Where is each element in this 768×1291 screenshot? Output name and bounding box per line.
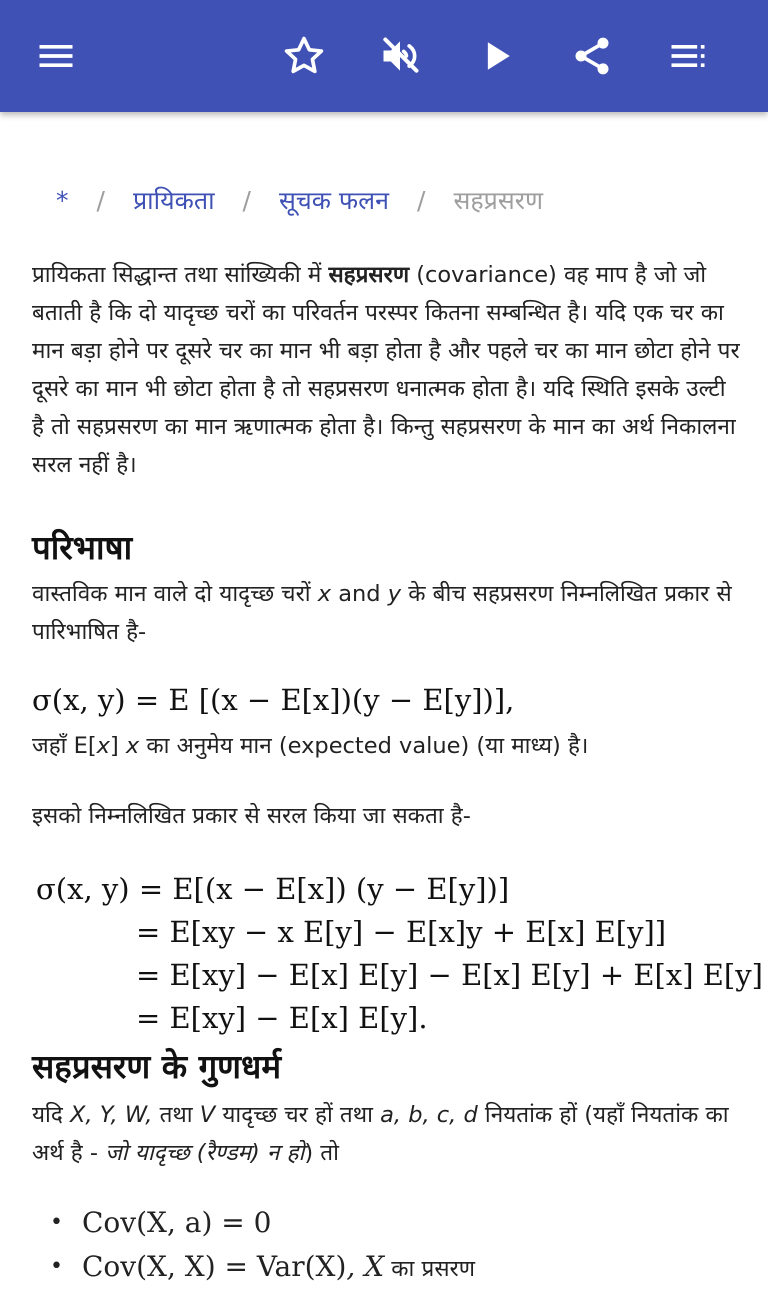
breadcrumb-separator: / [242, 185, 251, 215]
def-text-b: and [331, 581, 388, 607]
intro-paragraph [32, 256, 742, 484]
derivation-line: σ(x, y) = E[(x − E[x]) (y − E[y])] [36, 872, 510, 906]
note-x: x [96, 733, 110, 759]
derivation-line: = E[xy] − E[x] E[y]. [136, 1001, 428, 1035]
list-item [50, 1247, 475, 1291]
share-icon [570, 34, 614, 78]
definition-heading: परिभाषा [32, 528, 133, 567]
bookmark-button[interactable] [278, 30, 330, 82]
property-suffix-var: , X [346, 1250, 385, 1283]
prop-text-b: तथा [152, 1102, 200, 1128]
def-text-a: वास्तविक मान वाले दो यादृच्छ चरों [32, 581, 318, 607]
play-button[interactable] [471, 30, 523, 82]
covariance-formula: σ(x, y) = E [(x − E[x])(y − E[y])], [32, 683, 515, 717]
note-c: का अनुमेय मान (expected value) (या माध्य) है। [139, 733, 589, 759]
note-b: ] [109, 733, 126, 759]
intro-lead: प्रायिकता सिद्धान्त तथा सांख्यिकी में [32, 262, 329, 288]
breadcrumb [56, 180, 543, 220]
intro-term: सहप्रसरण [328, 262, 410, 288]
def-var-x: x [317, 581, 332, 607]
def-var-y: y [387, 581, 402, 607]
properties-text [32, 1096, 742, 1172]
simplify-text: इसको निम्नलिखित प्रकार से सरल किया जा सकता है- [32, 803, 471, 829]
derivation-line: = E[xy] − E[x] E[y] − E[x] E[y] + E[x] E[y] [136, 958, 763, 992]
property-formula: Cov(X, a) = 0 [82, 1206, 272, 1239]
prop-vars: X, Y, W, [69, 1102, 153, 1128]
prop-consts: a, b, c, d [380, 1102, 478, 1128]
derivation-line: = E[xy − x E[y] − E[x]y + E[x] E[y]] [136, 915, 667, 949]
prop-text-e: ) तो [304, 1140, 339, 1166]
derivation-block [36, 868, 763, 1040]
share-button[interactable] [566, 30, 618, 82]
breadcrumb-current: सहप्रसरण [453, 186, 544, 215]
note-a: जहाँ E[ [32, 733, 97, 759]
sections-menu-button[interactable] [662, 30, 714, 82]
breadcrumb-home[interactable]: * [56, 185, 69, 215]
definition-text [32, 575, 742, 651]
breadcrumb-separator: / [417, 185, 426, 215]
note-x2: x [125, 733, 140, 759]
intro-rest: (covariance) वह माप है जो जो बताती है कि दो यादृच्छ चरों का परिवर्तन परस्पर कितना सम्बन्धित है। यदि एक चर का मान बड़ा होने पर दूसरे चर का मान भी बड़ा होता है और पहले चर का मान छोटा होने पर दूसरे का मान भी छोटा होता है तो सहप्रसरण धनात्मक होता है। यदि स्थिति इसके उल्टी है तो सहप्रसरण का मान ऋणात्मक होता है। किन्तु सहप्रसरण के मान का अर्थ निकालना सरल नहीं है। [32, 262, 740, 478]
prop-text-a: यदि [32, 1102, 70, 1128]
menu-button[interactable] [30, 30, 82, 82]
mute-button[interactable] [374, 30, 426, 82]
play-icon [475, 34, 519, 78]
def-text-c: के बीच सहप्रसरण निम्नलिखित प्रकार से पारिभाषित है- [32, 581, 732, 645]
menu-icon [34, 34, 78, 78]
prop-var-v: V [199, 1102, 216, 1128]
properties-list [50, 1203, 475, 1291]
list-item [50, 1203, 475, 1247]
prop-text-c: यादृच्छ चर हों तथा [215, 1102, 381, 1128]
prop-text-d: नियतांक हों (यहाँ नियतांक का अर्थ है - [32, 1102, 729, 1166]
properties-heading: सहप्रसरण के गुणधर्म [32, 1047, 282, 1086]
expected-value-note [32, 727, 742, 765]
list-menu-icon [666, 34, 710, 78]
breadcrumb-probability[interactable]: प्रायिकता [132, 186, 215, 215]
property-suffix: का प्रसरण [384, 1256, 476, 1282]
breadcrumb-separator: / [96, 185, 105, 215]
breadcrumb-indicator-function[interactable]: सूचक फलन [278, 186, 390, 215]
app-toolbar [0, 0, 768, 112]
star-outline-icon [282, 34, 326, 78]
property-formula: Cov(X, X) = Var(X) [82, 1250, 347, 1283]
prop-italic-note: जो यादृच्छ (रैण्डम) न हो [105, 1140, 305, 1166]
volume-mute-icon [378, 34, 422, 78]
